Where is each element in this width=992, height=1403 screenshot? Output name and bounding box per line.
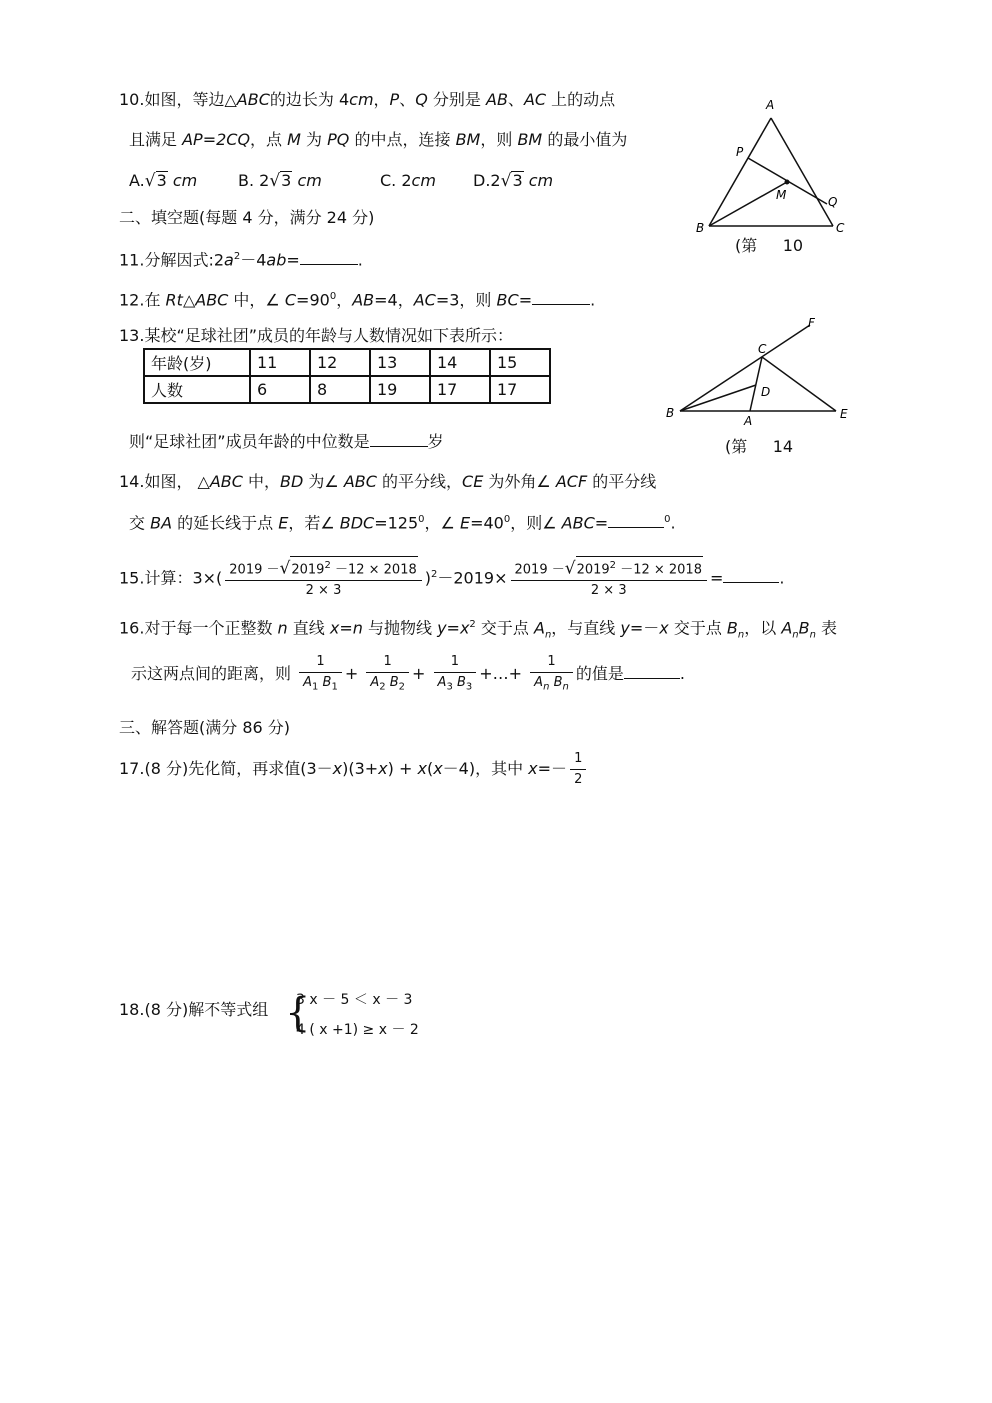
age-table: [143, 348, 551, 404]
q16-fraction-n: $\frac{1}{A_n B_n}$: [530, 652, 573, 698]
label-P: P: [736, 145, 744, 159]
table-cell: 12: [310, 349, 370, 376]
q12-answer-blank[interactable]: [532, 290, 590, 305]
q16-line1: 16.对于每一个正整数 n 直线 x=n 与抛物线 $y=x^2$ 交于点 $A_n$，与直线 y=－x 交于点 $B_n$，以 $A_nB_n$ 表: [119, 618, 838, 641]
q15-answer-blank[interactable]: [723, 568, 779, 583]
q17: 17.(8 分)先化简，再求值(3－x)(3+x) + x(x－4)，其中 x=－ $\frac{1}{2}$: [119, 747, 589, 793]
label-B: B: [696, 221, 705, 235]
figure-10-caption: (第 10: [735, 236, 804, 255]
label-F: F: [808, 316, 815, 330]
label-A: A: [766, 98, 775, 112]
table-row: [144, 349, 550, 376]
label-C: C: [836, 221, 845, 235]
q17-fraction: $\frac{1}{2}$: [570, 749, 586, 790]
figure-14-triangle: [660, 315, 860, 430]
q18-inequality-2: 4 ( x +1) ≥ x － 2: [296, 1022, 419, 1038]
q14-line1: 14.如图， △ABC 中，BD 为∠ ABC 的平分线，CE 为外角∠ ACF 的平分线: [119, 472, 657, 491]
label-B: B: [666, 406, 675, 420]
label-D: D: [761, 385, 771, 399]
q11: 11.分解因式$:2a^2-4ab=$ .: [119, 250, 363, 270]
table-cell: 年龄(岁): [144, 349, 250, 376]
q11-answer-blank[interactable]: [300, 250, 358, 265]
table-cell: 15: [490, 349, 550, 376]
q13-intro: 13.某校“足球社团”成员的年龄与人数情况如下表所示：: [119, 326, 514, 345]
q10-option-b: B. 2√3 cm: [238, 171, 322, 191]
q15: 15.计算：3×( $\frac{2019 -√2019^2 -12 \times 2018}{2 \times 3}$ )$^2$－2019× $\frac{2019 -√2019^2 -12 \times 2018}{2 \times 3}$ = .: [119, 545, 784, 605]
table-cell: 6: [250, 376, 310, 403]
q18-inequality-1: 3 x － 5 ＜ x － 3: [296, 992, 413, 1008]
table-cell: 人数: [144, 376, 250, 403]
table-cell: 14: [430, 349, 490, 376]
q16-line2: 示这两点间的距离，则 $\frac{1}{A_1 B_1}$ + $\frac{1}{A_2 B_2}$ + $\frac{1}{A_3 B_3}$ +…+ $\frac{1}{A_n B_n}$ 的值是 .: [131, 649, 685, 699]
q13-answer-blank[interactable]: [370, 432, 428, 447]
q10-option-c: C. 2cm: [380, 171, 436, 190]
label-E: E: [840, 407, 848, 421]
brace-icon: {: [285, 990, 311, 1036]
q16-fraction-2: $\frac{1}{A_2 B_2}$: [366, 652, 409, 698]
table-cell: 13: [370, 349, 430, 376]
table-cell: 11: [250, 349, 310, 376]
q14-answer-blank[interactable]: [608, 513, 664, 528]
q13-tail: 则“足球社团”成员年龄的中位数是 岁: [129, 432, 444, 451]
q10-option-d: D.2√3 cm: [473, 171, 554, 191]
q16-fraction-1: $\frac{1}{A_1 B_1}$: [299, 652, 342, 698]
table-row: [144, 376, 550, 403]
section-2-heading: 二、填空题(每题 4 分，满分 24 分): [119, 208, 375, 227]
figure-14-caption: (第 14: [725, 437, 794, 456]
q10-line1: 10.如图，等边△ABC的边长为 4cm，P、Q 分别是 AB、AC 上的动点: [119, 90, 616, 109]
label-M: M: [776, 188, 787, 202]
label-Q: Q: [828, 195, 838, 209]
q16-answer-blank[interactable]: [624, 664, 680, 679]
q12: 12.在 Rt△ABC 中，∠ $C=90^0$，AB=4，AC=3，则 BC= .: [119, 290, 596, 310]
q10-option-a: A.√3 cm: [129, 171, 198, 191]
q14-line2: 交 BA 的延长线于点 E，若∠ $BDC=125^0$，∠ $E=40^0$，则∠ ABC= $^0$.: [129, 513, 676, 533]
q10-line2: 且满足 AP=2CQ，点 M 为 PQ 的中点，连接 BM，则 BM 的最小值为: [129, 130, 628, 149]
table-cell: 8: [310, 376, 370, 403]
label-C: C: [758, 342, 767, 356]
table-cell: 19: [370, 376, 430, 403]
table-cell: 17: [430, 376, 490, 403]
q15-fraction-1: $\frac{2019 -√2019^2 -12 \times 2018}{2 \times 3}$: [225, 556, 421, 601]
section-3-heading: 三、解答题(满分 86 分): [119, 718, 291, 737]
table-cell: 17: [490, 376, 550, 403]
label-A: A: [744, 414, 753, 428]
q18-label: 18.(8 分)解不等式组: [119, 1000, 269, 1019]
q16-fraction-3: $\frac{1}{A_3 B_3}$: [434, 652, 477, 698]
q15-fraction-2: $\frac{2019 -√2019^2 -12 \times 2018}{2 \times 3}$: [511, 556, 707, 601]
